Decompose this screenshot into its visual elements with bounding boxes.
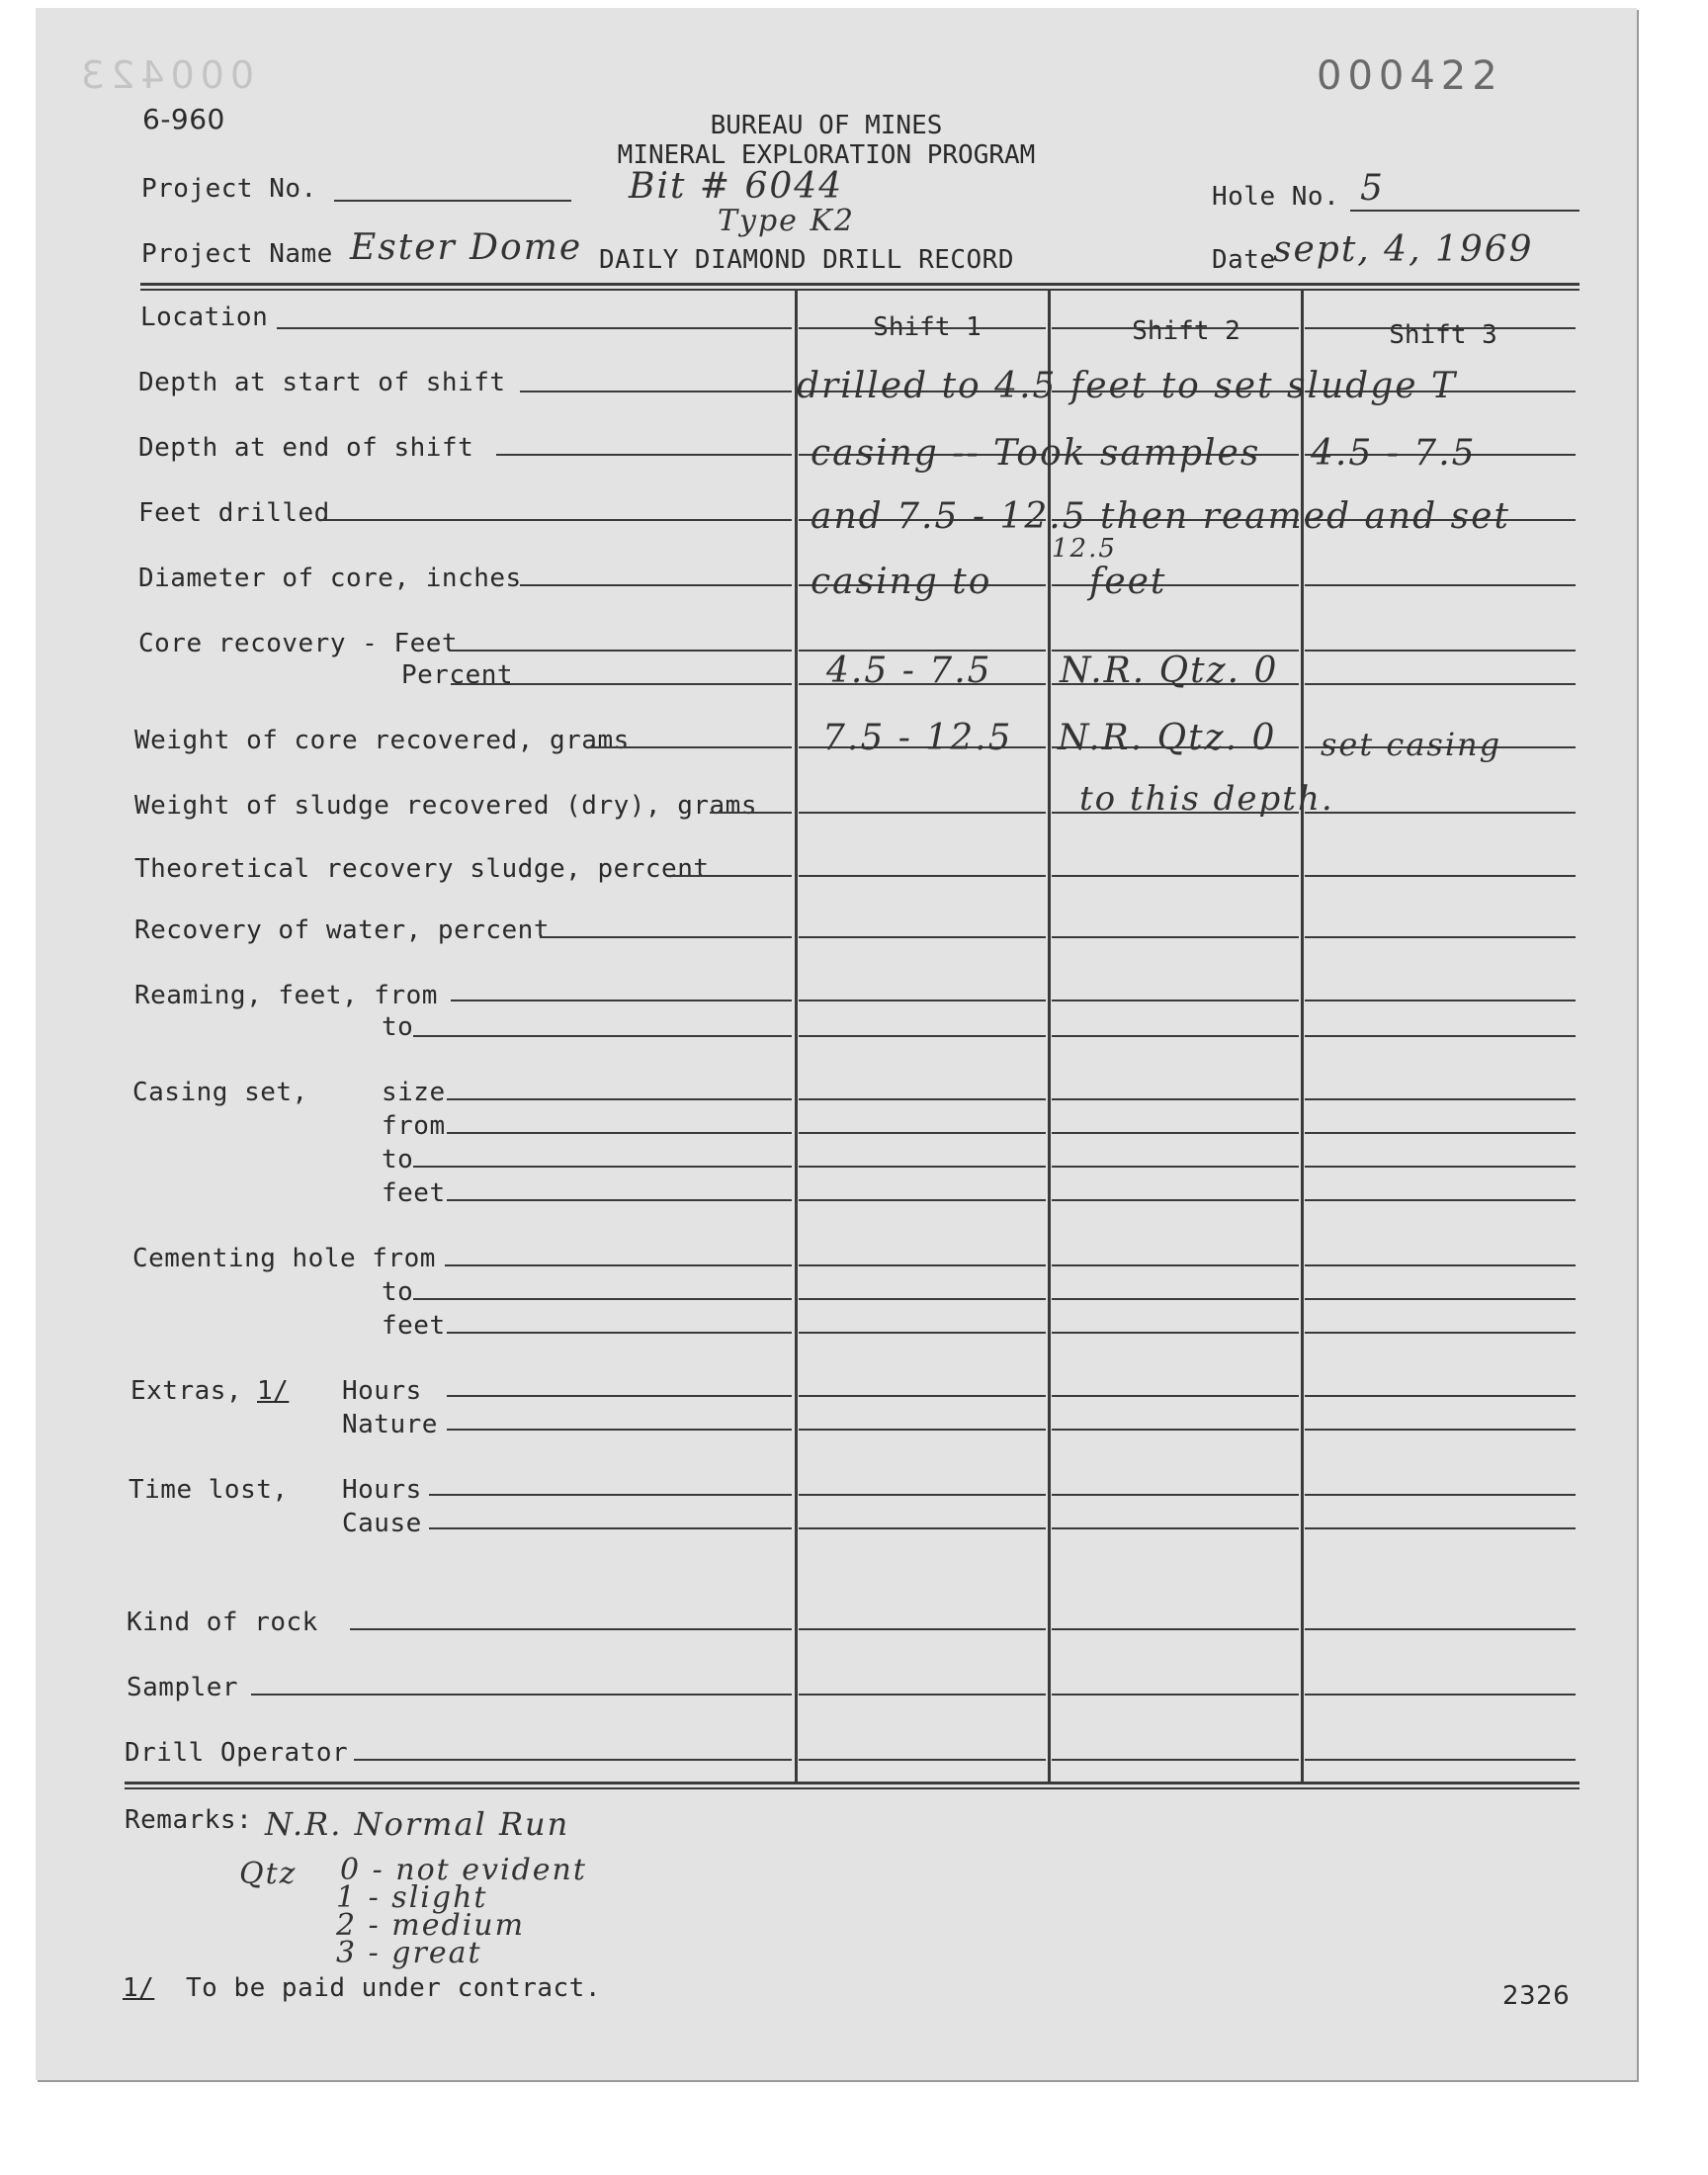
remarks-normal-run: N.R. Normal Run <box>265 1805 570 1843</box>
row-label-sludge-weight: Weight of sludge recovered (dry), grams <box>134 791 757 821</box>
row-label-water-recovery: Recovery of water, percent <box>134 915 550 945</box>
row-label-core-recovery-feet: Core recovery - Feet <box>138 629 459 658</box>
hole-no-value: 5 <box>1360 168 1385 209</box>
row-label-location: Location <box>140 303 269 332</box>
row-label-sampler: Sampler <box>127 1673 239 1702</box>
date-value: sept, 4, 1969 <box>1273 229 1534 270</box>
sludge-note-entry: to this depth. <box>1079 779 1334 819</box>
program-title: MINERAL EXPLORATION PROGRAM <box>617 140 1036 170</box>
row-label-depth-start: Depth at start of shift <box>138 368 506 397</box>
bit-type-value: Type K2 <box>718 204 855 238</box>
remarks-qtz-2: 2 - medium <box>336 1908 526 1943</box>
remarks-qtz-3: 3 - great <box>336 1936 482 1970</box>
row-label-core-diameter: Diameter of core, inches <box>138 564 522 593</box>
shift-2-weight-entry: N.R. Qtz. 0 <box>1058 718 1277 758</box>
row-label-extras: Extras, <box>130 1376 243 1406</box>
shift-3-header: Shift 3 <box>1389 320 1497 350</box>
row-label-extras-hours: Hours <box>342 1376 422 1406</box>
row-label-feet-drilled: Feet drilled <box>138 498 330 528</box>
handwriting-line-2b: 4.5 - 7.5 <box>1311 433 1477 474</box>
row-label-kind-of-rock: Kind of rock <box>127 1608 318 1637</box>
date-label: Date <box>1212 245 1276 275</box>
remarks-qtz-1: 1 - slight <box>336 1880 488 1915</box>
form-rule-lines <box>36 8 1637 2080</box>
remarks-qtz-0: 0 - not evident <box>340 1853 587 1887</box>
project-name-label: Project Name <box>141 239 333 269</box>
shift-1-percent-entry: 4.5 - 7.5 <box>826 651 992 691</box>
row-label-casing-feet: feet <box>382 1178 446 1208</box>
row-label-theoretical-sludge: Theoretical recovery sludge, percent <box>134 854 710 884</box>
handwriting-line-3: and 7.5 - 12.5 then reamed and set <box>811 496 1510 537</box>
row-label-core-recovery-percent: Percent <box>401 660 514 690</box>
footnote-text: To be paid under contract. <box>186 1973 601 2003</box>
stamp-number: 000422 <box>1317 53 1503 99</box>
handwriting-line-4a: casing to <box>811 562 992 602</box>
row-label-casing-set: Casing set, <box>132 1078 308 1107</box>
row-label-drill-operator: Drill Operator <box>125 1738 349 1768</box>
row-label-cementing-from: Cementing hole from <box>132 1244 436 1273</box>
row-label-time-lost-hours: Hours <box>342 1475 422 1505</box>
row-label-cementing-feet: feet <box>382 1311 446 1341</box>
shift-1-weight-entry: 7.5 - 12.5 <box>822 718 1013 758</box>
handwriting-line-1: drilled to 4.5 feet to set sludge T <box>797 366 1458 406</box>
row-label-casing-from: from <box>382 1111 446 1141</box>
stamp-bleedthrough: 000423 <box>75 53 255 97</box>
row-label-depth-end: Depth at end of shift <box>138 433 474 463</box>
remarks-qtz-label: Qtz <box>239 1857 298 1891</box>
row-label-cementing-to: to <box>382 1277 414 1307</box>
remarks-label: Remarks: <box>125 1805 253 1835</box>
row-label-reaming-to: to <box>382 1012 414 1042</box>
table-rule-bottom-1 <box>125 1782 1580 1784</box>
shift-2-percent-entry: N.R. Qtz. 0 <box>1060 651 1279 691</box>
row-label-casing-size: size <box>382 1078 446 1107</box>
row-label-casing-to: to <box>382 1145 414 1174</box>
row-label-extras-nature: Nature <box>342 1410 438 1439</box>
project-no-value: Bit # 6044 <box>629 166 844 207</box>
row-label-reaming-from: Reaming, feet, from <box>134 981 438 1010</box>
page-number: 2326 <box>1502 1981 1571 2011</box>
form-number: 6-960 <box>142 103 225 135</box>
row-label-time-lost-cause: Cause <box>342 1509 422 1538</box>
row-label-core-weight: Weight of core recovered, grams <box>134 726 630 755</box>
row-label-time-lost: Time lost, <box>128 1475 289 1505</box>
handwriting-line-4b: 12.5 <box>1052 534 1117 564</box>
row-label-extras-footnote-ref: 1/ <box>257 1376 290 1406</box>
footnote-marker: 1/ <box>123 1973 155 2003</box>
record-title: DAILY DIAMOND DRILL RECORD <box>599 245 1014 275</box>
shift-1-header: Shift 1 <box>873 312 982 342</box>
form-sheet <box>36 8 1637 2080</box>
project-name-value: Ester Dome <box>350 227 583 268</box>
shift-3-weight-entry: set casing <box>1321 726 1502 763</box>
hole-no-label: Hole No. <box>1212 182 1340 212</box>
table-rule-bottom-2 <box>125 1787 1580 1789</box>
shift-2-header: Shift 2 <box>1132 316 1240 346</box>
project-no-label: Project No. <box>141 174 317 204</box>
handwriting-line-4c: feet <box>1089 562 1167 602</box>
handwriting-line-2a: casing -- Took samples <box>811 433 1261 474</box>
agency-title: BUREAU OF MINES <box>710 111 943 140</box>
